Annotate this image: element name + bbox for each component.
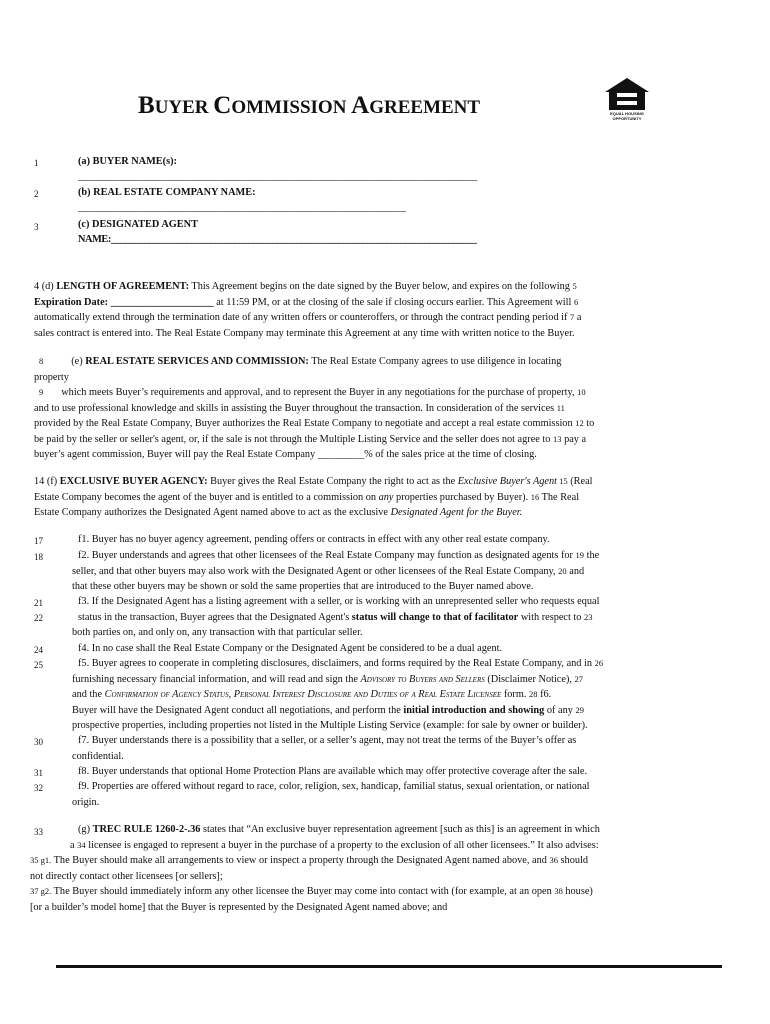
document-title: BUYER COMMISSION AGREEMENT (138, 92, 481, 119)
line-number: 17 (34, 536, 43, 546)
section-services-commission: 8 (e) REAL ESTATE SERVICES AND COMMISSION: The Real Estate Company agrees to use diligence in locating property 9 which meets Buyer’s requirements and approval, and to represent the Buyer in any negotiations for the purchase of property, 10 and to use professional knowledge and skills in assisting the Buyer throughout the transaction. In consideration of the services 11 provided by the Real Estate Company, Buyer authorizes the Real Estate Company to negotiate and accept a real estate commission 12 to be paid by the seller or seller's agent, or, if the sale is not through the Multiple Listing Service and the seller does not agree to 13 pay a buyer’s agent commission, Buyer will pay the Real Estate Company _________% of the sales price at the time of closing. (34, 356, 595, 460)
list-item: f2. Buyer understands and agrees that other licensees of the Real Estate Company may function as designated agents for 19 the seller, and that other buyers may also work with the Designated Agent or other licensees of the Real Estate Company, 20 and that these other buyers may be shown or sold the same properties that are introduced to the Buyer named above. (72, 550, 600, 592)
company-name-label: (b) REAL ESTATE COMPANY NAME: (78, 187, 256, 198)
svg-text:EQUAL HOUSING: EQUAL HOUSING (610, 111, 644, 116)
equal-housing-logo-icon (603, 76, 651, 122)
section-trec-rule: (g) TREC RULE 1260-2-.36 states that “An exclusive buyer representation agreement [such as this] is an agreement in which a 34 licensee is engaged to represent a buyer in the purchase of a property to the exclusion of all other licensees.” It also advises: 35 g1. The Buyer should make all arrangements to view or inspect a property through the Designated Agent named above, and 36 should not directly contact other licensees [or sellers]; 37 g2. The Buyer should immediately inform any other licensee the Buyer may come into contact with (for example, at an open 38 house) [or a builder’s model home] that the Buyer is represented by the Designated Agent named above; and (30, 824, 600, 913)
list-item: f3. If the Designated Agent has a listing agreement with a seller, or is working with an unrepresented seller who requests equal status in the transaction, Buyer agrees that the Designated Agent's status will change to that of facilitator with respect to 23 both parties on, and only on, any transaction with that particular seller. (72, 596, 600, 638)
list-item: f7. Buyer understands there is a possibility that a seller, or a seller’s agent, may not treat the terms of the Buyer’s offer as confidential. (72, 735, 577, 762)
buyer-name-label: (a) BUYER NAME(s): (78, 156, 177, 167)
list-item: f1. Buyer has no buyer agency agreement, pending offers or contracts in effect with any other real estate company. (78, 534, 550, 545)
line-number: 24 (34, 645, 43, 655)
company-name-field[interactable]: _____________________________________________________________________ (78, 202, 406, 213)
designated-agent-label: (c) DESIGNATED AGENT (78, 219, 198, 230)
line-number: 30 (34, 737, 43, 747)
footer-divider (56, 965, 722, 968)
list-item: f8. Buyer understands that optional Home Protection Plans are available which may offer protective coverage after the sale. (78, 766, 588, 777)
line-number: 21 (34, 598, 43, 608)
section-exclusive-agency: 14 (f) EXCLUSIVE BUYER AGENCY: Buyer gives the Real Estate Company the right to act as the Exclusive Buyer's Agent 15 (Real Estate Company becomes the agent of the buyer and is entitled to a commission on any properties purchased by Buyer). 16 The Real Estate Company authorizes the Designated Agent named above to act as the exclusive Designated Agent for the Buyer. (34, 476, 593, 518)
list-item: f5. Buyer agrees to cooperate in completing disclosures, disclaimers, and forms required by the Real Estate Company, and in 26 furnishing necessary financial information, and will read and sign the Advisory to Buyers and Sellers (Disclaimer Notice), 27 and the Confirmation of Agency Status, Personal Interest Disclosure and Duties of a Real Estate Licensee form. 28 f6. Buyer will have the Designated Agent conduct all negotiations, and perform the initial introduction and showing of any 29 prospective properties, including properties not listed in the Multiple Listing Service (example: for sale by owner or builder). (72, 658, 604, 731)
list-item: f4. In no case shall the Real Estate Company or the Designated Agent be considered to be a dual agent. (78, 643, 503, 654)
svg-text:OPPORTUNITY: OPPORTUNITY (612, 116, 642, 121)
line-number: 3 (34, 222, 39, 232)
line-number: 1 (34, 158, 39, 168)
line-number: 33 (34, 827, 43, 837)
line-number: 18 (34, 552, 43, 562)
line-number: 25 (34, 660, 43, 670)
line-number: 32 (34, 783, 43, 793)
list-item: f9. Properties are offered without regard to race, color, religion, sex, handicap, familial status, sexual orientation, or national origin. (72, 781, 590, 808)
line-number: 31 (34, 768, 43, 778)
line-number: 2 (34, 189, 39, 199)
designated-agent-field[interactable]: NAME:_____________________________________________________________________________ (78, 234, 477, 245)
line-number: 22 (34, 613, 43, 623)
buyer-name-field[interactable]: ____________________________________________________________________________________ (78, 171, 477, 182)
section-length-of-agreement: 4 (d) LENGTH OF AGREEMENT: This Agreement begins on the date signed by the Buyer below, and expires on the following 5 Expiration Date: ____________________ at 11:59 PM, or at the closing of the sale if closing occurs earlier. This Agreement will 6 automatically extend through the termination date of any written offers or counteroffers, or through the contract pending period if 7 a sales contract is entered into. The Real Estate Company may terminate this Agreement at any time with written notice to the Buyer. (34, 281, 582, 339)
